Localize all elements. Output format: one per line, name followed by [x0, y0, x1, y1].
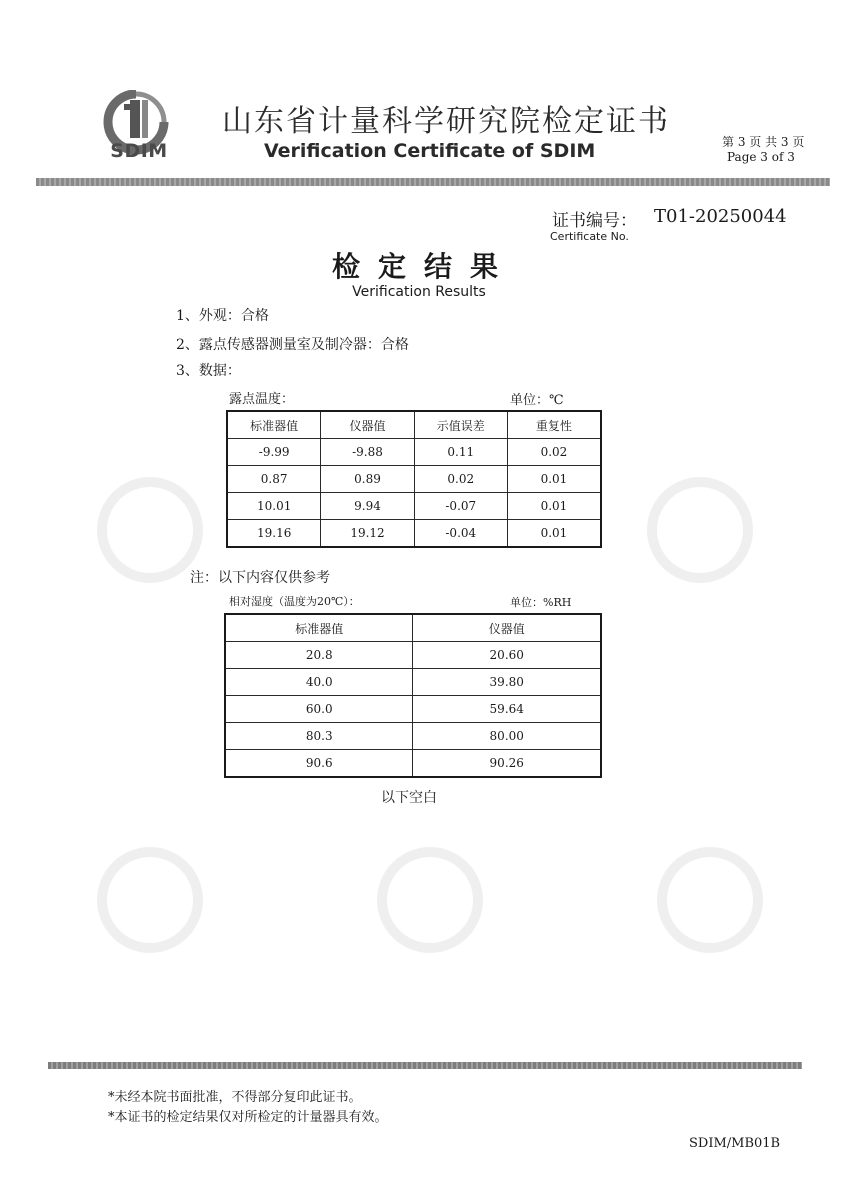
table-header-row: [227, 411, 601, 439]
footer-note-copy: *未经本院书面批准，不得部分复印此证书。: [108, 1090, 362, 1105]
table-row: [227, 466, 601, 493]
watermark-icon: [370, 840, 490, 960]
humidity-unit: 单位：%RH: [510, 596, 572, 609]
table-cell: 0.01: [507, 466, 601, 493]
table-row: [225, 642, 601, 669]
table-cell: 20.8: [225, 642, 413, 669]
results-title-cn: 检定结果: [331, 250, 516, 283]
footer-note-validity: *本证书的检定结果仅对所检定的计量器具有效。: [108, 1110, 388, 1125]
table-cell: 20.60: [413, 642, 601, 669]
results-title-en: Verification Results: [352, 284, 486, 300]
table-cell: 0.11: [414, 439, 507, 466]
header-cell: 仪器值: [413, 614, 601, 642]
table-cell: 59.64: [413, 696, 601, 723]
header-divider: [36, 178, 830, 186]
table-cell: 60.0: [225, 696, 413, 723]
table-cell: 19.12: [321, 520, 414, 548]
humidity-caption: 相对湿度（温度为20℃）：: [229, 595, 360, 608]
table-cell: 9.94: [321, 493, 414, 520]
header-title-cn: 山东省计量科学研究院检定证书: [222, 104, 670, 139]
table-cell: 40.0: [225, 669, 413, 696]
certificate-label-en: Certificate No.: [550, 230, 629, 243]
reference-note: 注：以下内容仅供参考: [190, 570, 330, 586]
table-row: [225, 696, 601, 723]
table-cell: -9.88: [321, 439, 414, 466]
table-header-row: [225, 614, 601, 642]
table-cell: 39.80: [413, 669, 601, 696]
humidity-table: [224, 613, 602, 778]
page-number-en: Page 3 of 3: [727, 150, 795, 164]
dew-point-table: [226, 410, 602, 548]
table-cell: -0.04: [414, 520, 507, 548]
table-cell: 80.3: [225, 723, 413, 750]
table-cell: 80.00: [413, 723, 601, 750]
item-sensor: 2、露点传感器测量室及制冷器：合格: [176, 337, 409, 353]
item-appearance: 1、外观：合格: [176, 308, 269, 324]
logo-text: SDIM: [110, 140, 168, 162]
watermark-icon: [650, 840, 770, 960]
header-cell: 重复性: [507, 411, 601, 439]
header-cell: 标准器值: [227, 411, 321, 439]
table-cell: 19.16: [227, 520, 321, 548]
table-row: [227, 439, 601, 466]
table-cell: 0.87: [227, 466, 321, 493]
certificate-number: T01-20250044: [654, 206, 787, 227]
header-cell: 标准器值: [225, 614, 413, 642]
page-number-cn: 第 3 页 共 3 页: [722, 135, 805, 149]
table-cell: 0.02: [507, 439, 601, 466]
item-data: 3、数据：: [176, 363, 241, 379]
certificate-label-cn: 证书编号：: [552, 211, 637, 231]
watermark-icon: [90, 470, 210, 590]
table-cell: -0.07: [414, 493, 507, 520]
table-cell: 0.89: [321, 466, 414, 493]
watermark-icon: [640, 470, 760, 590]
table-cell: 0.01: [507, 493, 601, 520]
form-code: SDIM/MB01B: [689, 1136, 781, 1151]
table-row: [225, 669, 601, 696]
table-cell: -9.99: [227, 439, 321, 466]
table-cell: 0.01: [507, 520, 601, 548]
watermark-icon: [90, 840, 210, 960]
blank-below-note: 以下空白: [381, 790, 437, 806]
table-cell: 90.6: [225, 750, 413, 778]
table-row: [225, 750, 601, 778]
header-cell: 示值误差: [414, 411, 507, 439]
table-row: [225, 723, 601, 750]
table-cell: 10.01: [227, 493, 321, 520]
table-cell: 0.02: [414, 466, 507, 493]
table-row: [227, 493, 601, 520]
dew-point-unit: 单位：℃: [510, 393, 564, 408]
header-title-en: Verification Certificate of SDIM: [264, 140, 596, 162]
table-row: [227, 520, 601, 548]
dew-point-caption: 露点温度：: [229, 392, 295, 407]
table-cell: 90.26: [413, 750, 601, 778]
header-cell: 仪器值: [321, 411, 414, 439]
footer-divider: [48, 1062, 802, 1069]
